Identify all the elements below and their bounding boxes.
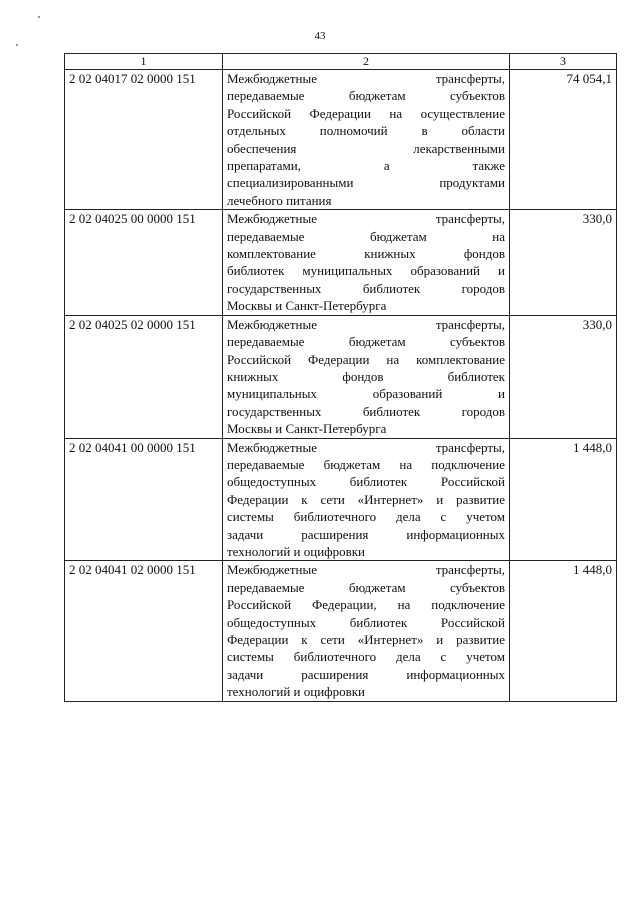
description-cell	[223, 315, 510, 438]
description-line: общедоступных библиотек Российской	[227, 614, 505, 630]
description-line: передаваемые бюджетам на	[227, 228, 505, 244]
description-line: муниципальных образований и	[227, 386, 505, 402]
description-line: передаваемые бюджетам субъектов	[227, 334, 505, 350]
budget-code-cell: 2 02 04041 02 0000 151	[65, 561, 223, 701]
description-line: государственных библиотек городов	[227, 280, 505, 296]
budget-table	[64, 53, 617, 702]
amount-cell: 330,0	[510, 210, 617, 315]
table-row	[65, 438, 617, 561]
scan-speck	[38, 16, 40, 18]
description-cell	[223, 70, 510, 210]
description-line: общедоступных библиотек Российской	[227, 474, 505, 490]
description-line: Межбюджетные трансферты,	[227, 562, 505, 578]
description-line: Российской Федерации, на подключение	[227, 597, 505, 613]
description-line: задачи расширения информационных	[227, 666, 505, 682]
description-line: библиотек муниципальных образований и	[227, 263, 505, 279]
description-line: передаваемые бюджетам на подключение	[227, 456, 505, 472]
amount-cell: 330,0	[510, 315, 617, 438]
description-line: Межбюджетные трансферты,	[227, 71, 505, 86]
column-header-amount: 3	[510, 54, 617, 70]
description-line: лечебного питания	[227, 192, 332, 208]
description-line: Федерации к сети «Интернет» и развитие	[227, 632, 505, 647]
table-row	[65, 561, 617, 701]
description-line: Российской Федерации на комплектование	[227, 351, 505, 367]
description-cell	[223, 210, 510, 315]
amount-cell: 1 448,0	[510, 561, 617, 701]
description-line: технологий и оцифровки	[227, 684, 366, 700]
page-number: 43	[314, 30, 326, 42]
amount-cell: 1 448,0	[510, 438, 617, 561]
description-line: технологий и оцифровки	[227, 543, 366, 559]
table-row	[65, 315, 617, 438]
description-line: государственных библиотек городов	[227, 403, 505, 419]
description-line: системы библиотечного дела с учетом	[227, 649, 505, 665]
description-line: передаваемые бюджетам субъектов	[227, 579, 505, 595]
table-row	[65, 210, 617, 315]
description-line: препаратами, а также	[227, 158, 505, 174]
description-line: Межбюджетные трансферты,	[227, 211, 505, 227]
budget-code-cell: 2 02 04041 00 0000 151	[65, 438, 223, 561]
description-line: отдельных полномочий в области	[227, 123, 505, 139]
table-header-row	[65, 54, 617, 70]
amount-cell: 74 054,1	[510, 70, 617, 210]
table-row	[65, 70, 617, 210]
scan-speck	[16, 44, 18, 46]
description-line: обеспечения лекарственными	[227, 140, 505, 156]
column-header-description: 2	[223, 54, 510, 70]
description-line: Федерации к сети «Интернет» и развитие	[227, 491, 505, 507]
description-line: Российской Федерации на осуществление	[227, 105, 505, 121]
description-cell	[223, 561, 510, 701]
description-line: комплектование книжных фондов	[227, 246, 505, 262]
description-cell	[223, 438, 510, 561]
budget-code-cell: 2 02 04025 02 0000 151	[65, 315, 223, 438]
column-header-code: 1	[65, 54, 223, 70]
description-line: специализированными продуктами	[227, 175, 505, 191]
description-line: Межбюджетные трансферты,	[227, 439, 505, 455]
description-line: Москвы и Санкт-Петербурга	[227, 421, 387, 437]
description-line: задачи расширения информационных	[227, 526, 505, 542]
description-line: книжных фондов библиотек	[227, 368, 505, 384]
budget-code-cell: 2 02 04017 02 0000 151	[65, 70, 223, 210]
description-line: передаваемые бюджетам субъектов	[227, 88, 505, 104]
budget-code-cell: 2 02 04025 00 0000 151	[65, 210, 223, 315]
description-line: Межбюджетные трансферты,	[227, 316, 505, 332]
description-line: Москвы и Санкт-Петербурга	[227, 298, 387, 314]
table-body	[65, 70, 617, 702]
description-line: системы библиотечного дела с учетом	[227, 509, 505, 525]
